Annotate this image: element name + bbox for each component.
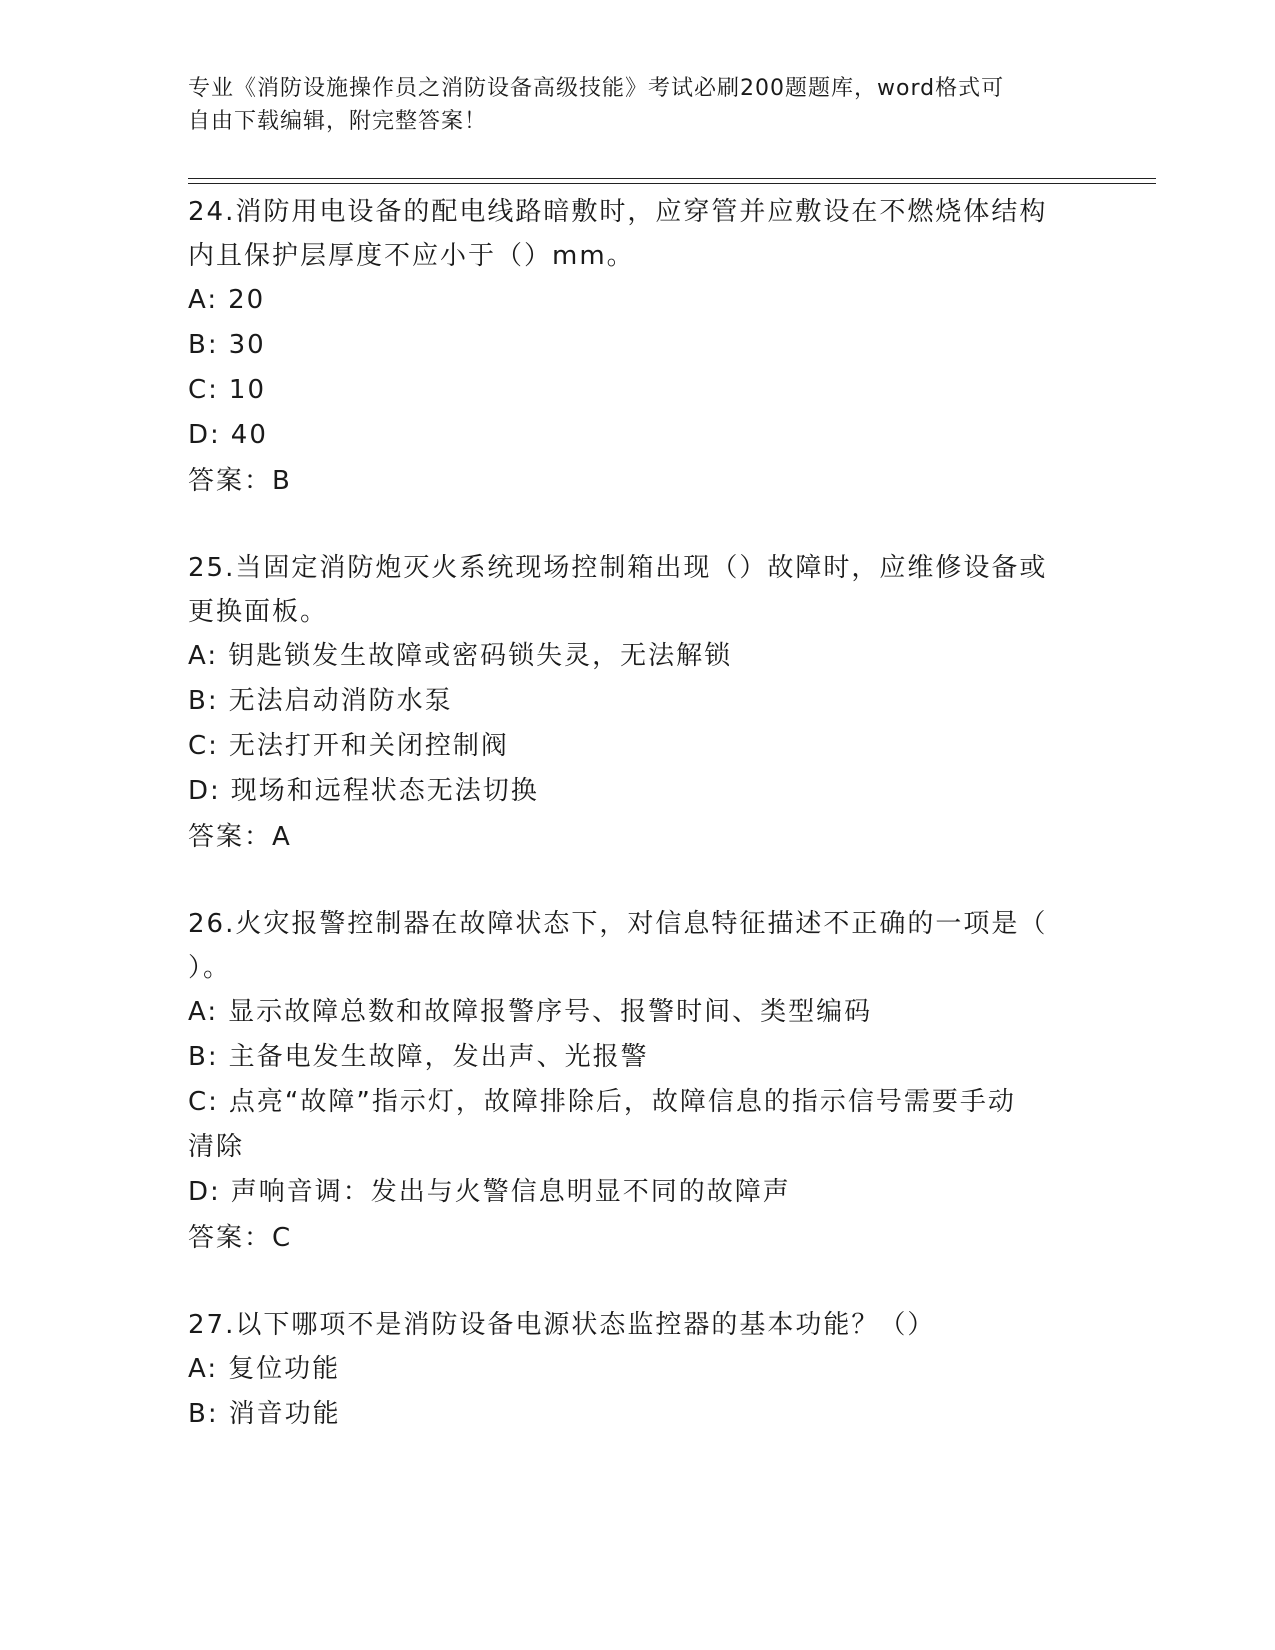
option-text: 钥匙锁发生故障或密码锁失灵，无法解锁: [228, 641, 733, 671]
option-d: [188, 413, 1088, 458]
option-letter: B:: [188, 330, 219, 360]
question-spacer: [188, 1261, 1088, 1303]
option-text: 无法启动消防水泵: [228, 686, 453, 716]
option-text: 复位功能: [228, 1354, 341, 1384]
option-c-continued: 清除: [188, 1132, 245, 1162]
option-text: 无法打开和关闭控制阀: [228, 731, 509, 761]
option-letter: A:: [188, 285, 219, 315]
option-d: [188, 1170, 1088, 1215]
option-letter: C:: [188, 375, 219, 405]
option-letter: C:: [188, 1087, 219, 1117]
option-letter: B:: [188, 1042, 219, 1072]
option-a: [188, 990, 1088, 1035]
option-text: 声响音调：发出与火警信息明显不同的故障声: [230, 1177, 791, 1207]
option-text: 20: [228, 285, 266, 315]
option-text: 40: [230, 420, 268, 450]
option-c: [188, 368, 1088, 413]
question-stem-line: 内且保护层厚度不应小于（）mm。: [188, 241, 635, 271]
option-text: 现场和远程状态无法切换: [230, 776, 539, 806]
question-27: [188, 1303, 1088, 1437]
answer-line: 答案：C: [188, 1223, 293, 1253]
option-text: 显示故障总数和故障报警序号、报警时间、类型编码: [228, 997, 873, 1027]
option-text: 30: [228, 330, 266, 360]
question-stem-line: 27.以下哪项不是消防设备电源状态监控器的基本功能？（）: [188, 1310, 936, 1340]
question-list: [188, 190, 1088, 1437]
question-26: [188, 902, 1088, 1261]
option-letter: D:: [188, 420, 221, 450]
option-a: [188, 634, 1088, 679]
answer-line: 答案：A: [188, 822, 292, 852]
option-a: [188, 278, 1088, 323]
option-letter: B:: [188, 686, 219, 716]
question-stem-line: ）。: [188, 953, 232, 983]
option-a: [188, 1347, 1088, 1392]
question-stem-line: 25.当固定消防炮灭火系统现场控制箱出现（）故障时，应维修设备或: [188, 553, 1048, 583]
option-b: [188, 323, 1088, 368]
option-letter: C:: [188, 731, 219, 761]
header-line-2: 自由下载编辑，附完整答案！: [188, 109, 488, 134]
option-letter: D:: [188, 1177, 221, 1207]
option-letter: A:: [188, 641, 219, 671]
question-spacer: [188, 504, 1088, 546]
option-letter: B:: [188, 1399, 219, 1429]
option-text: 点亮“故障”指示灯，故障排除后，故障信息的指示信号需要手动: [228, 1087, 1016, 1117]
question-stem-line: 26.火灾报警控制器在故障状态下，对信息特征描述不正确的一项是（: [188, 909, 1048, 939]
option-b: [188, 1392, 1088, 1437]
question-stem-line: 24.消防用电设备的配电线路暗敷时，应穿管并应敷设在不燃烧体结构: [188, 197, 1048, 227]
option-d: [188, 769, 1088, 814]
question-stem-line: 更换面板。: [188, 597, 329, 627]
question-spacer: [188, 860, 1088, 902]
option-c: [188, 1080, 1088, 1125]
option-letter: A:: [188, 997, 219, 1027]
document-header: [188, 72, 1088, 138]
option-b: [188, 1035, 1088, 1080]
header-line-1: 专业《消防设施操作员之消防设备高级技能》考试必刷200题题库，word格式可: [188, 76, 1005, 101]
option-text: 消音功能: [228, 1399, 341, 1429]
option-text: 10: [228, 375, 267, 405]
option-letter: A:: [188, 1354, 219, 1384]
answer-line: 答案：B: [188, 466, 292, 496]
question-24: [188, 190, 1088, 504]
option-b: [188, 679, 1088, 724]
option-text: 主备电发生故障，发出声、光报警: [228, 1042, 649, 1072]
option-letter: D:: [188, 776, 221, 806]
question-25: [188, 546, 1088, 860]
header-divider: [188, 178, 1156, 184]
option-c: [188, 724, 1088, 769]
